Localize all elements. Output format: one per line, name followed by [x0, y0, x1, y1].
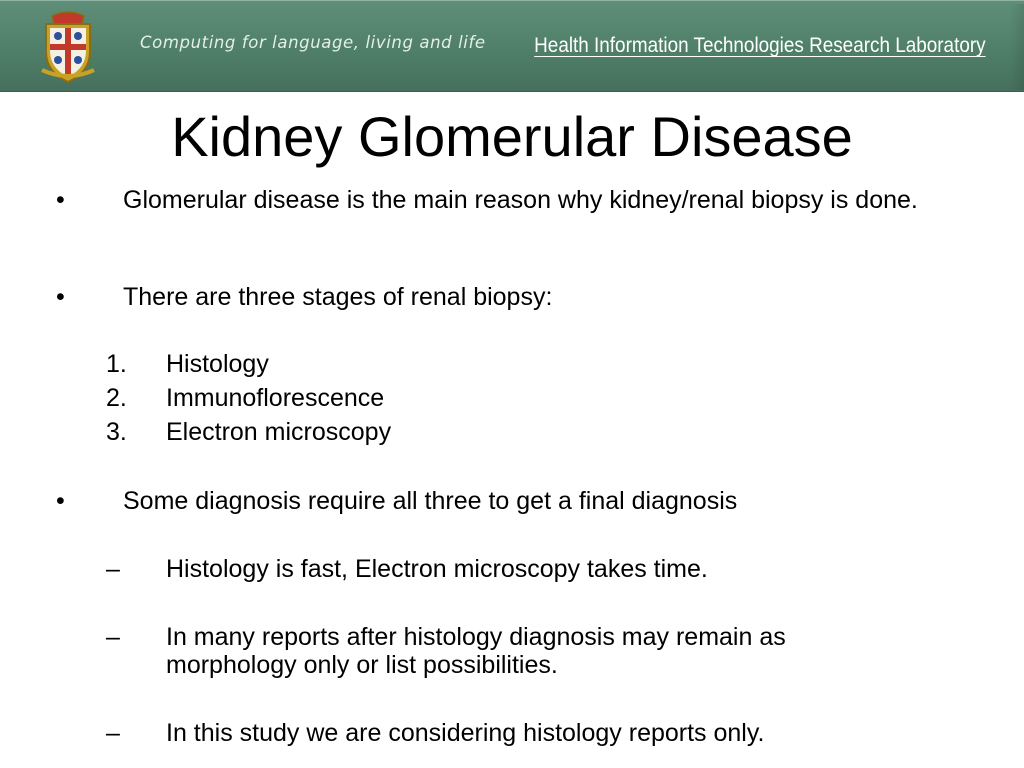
bullet-text: Glomerular disease is the main reason why kidney/renal biopsy is done.	[123, 186, 918, 214]
bullet-marker: •	[56, 186, 65, 214]
stage-text: Histology	[166, 350, 269, 378]
bullet-text: There are three stages of renal biopsy:	[123, 283, 553, 311]
stage-number: 2.	[106, 384, 127, 412]
stage-text: Immunoflorescence	[166, 384, 385, 412]
stage-number: 1.	[106, 350, 127, 378]
slide-title: Kidney Glomerular Disease	[171, 105, 853, 168]
bullet-marker: •	[56, 283, 65, 311]
bullet-text: Some diagnosis require all three to get a final diagnosis	[123, 487, 738, 515]
stage-text: Electron microscopy	[166, 418, 392, 446]
sub-point-dash: –	[106, 719, 120, 747]
sub-point-text: In this study we are considering histology reports only.	[166, 719, 765, 747]
sub-point-dash: –	[106, 555, 120, 583]
header-banner	[0, 0, 1024, 92]
sub-point-text: In many reports after histology diagnosis may remain as morphology only or list possibilities.	[166, 623, 786, 679]
university-crest-icon	[38, 10, 98, 84]
lab-name-link[interactable]: Health Information Technologies Research Laboratory	[534, 34, 986, 57]
stage-number: 3.	[106, 418, 127, 446]
sub-point-dash: –	[106, 623, 120, 651]
header-tagline: Computing for language, living and life	[140, 33, 486, 52]
sub-point-text: Histology is fast, Electron microscopy takes time.	[166, 555, 708, 583]
bullet-marker: •	[56, 487, 65, 515]
